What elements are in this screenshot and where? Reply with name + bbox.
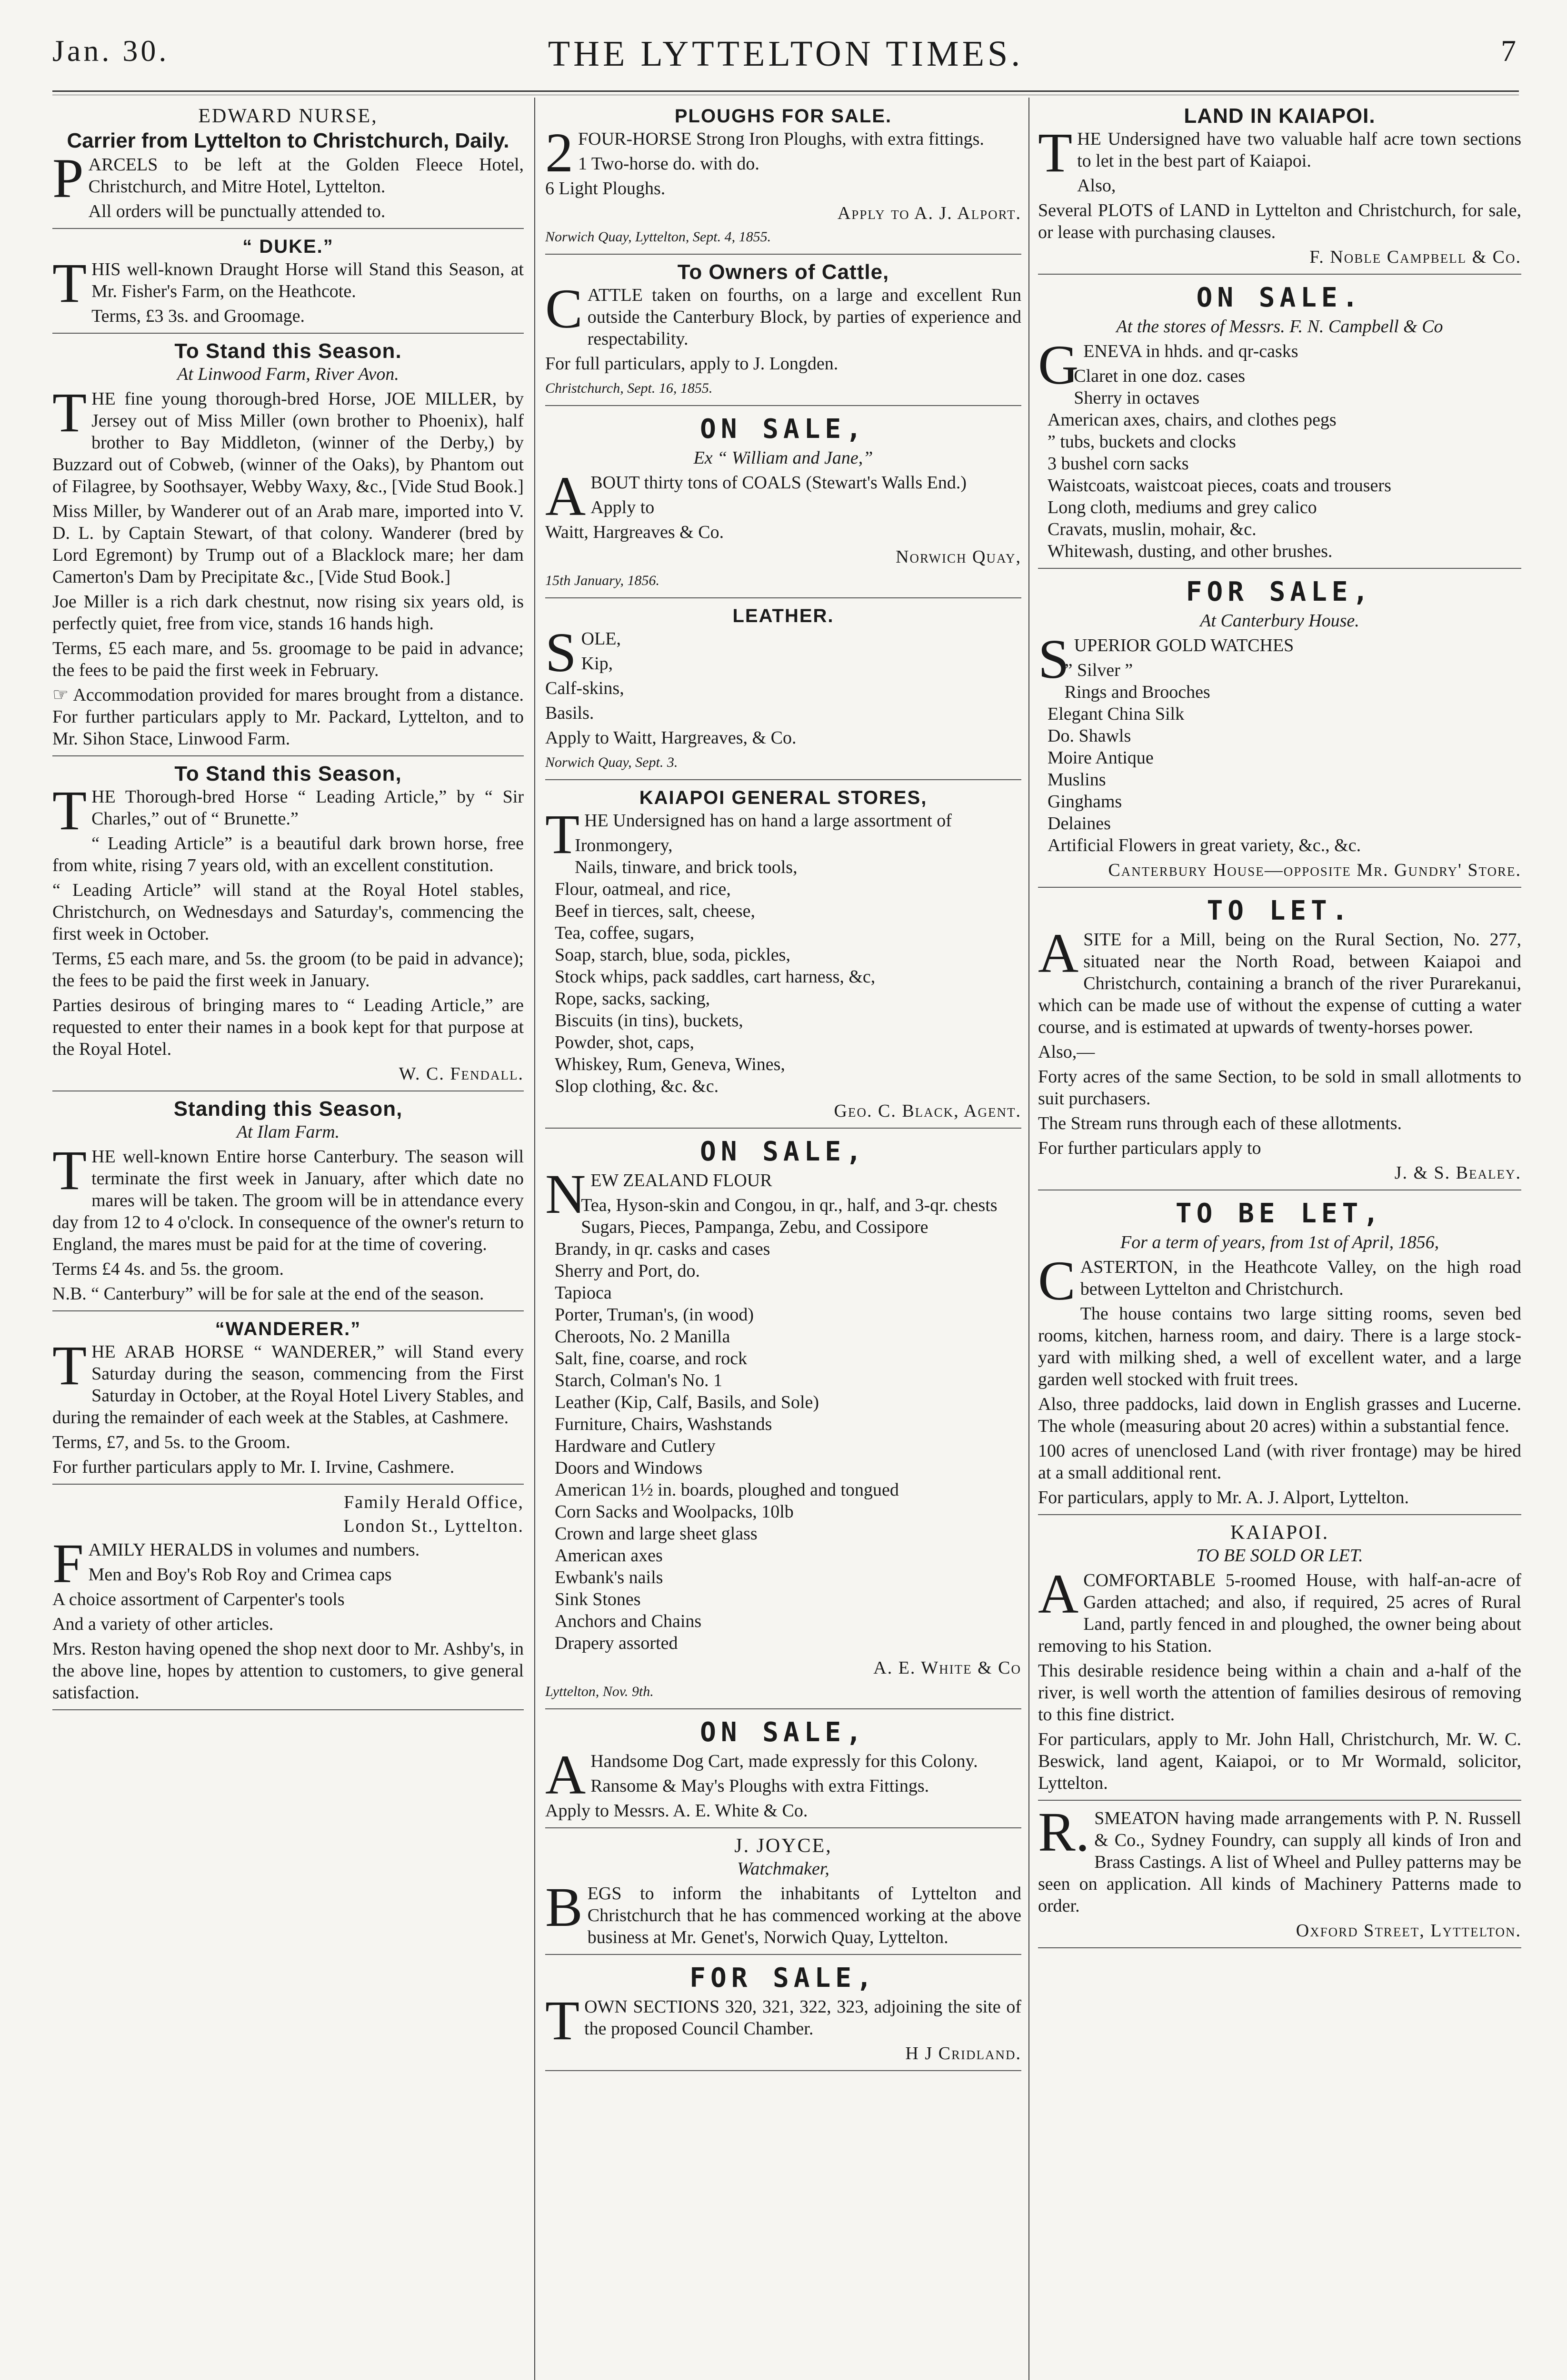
- ad-paragraph: The Stream runs through each of these allotments.: [1038, 1113, 1402, 1133]
- ad-signature: A. E. White & Co: [873, 1658, 1021, 1678]
- advertisement: [545, 1962, 1021, 2064]
- ad-subtitle: Watchmaker,: [737, 1859, 829, 1879]
- ad-paragraph: “ Leading Article” is a beautiful dark brown horse, free from white, rising 7 years old, with an excellent constitution.: [52, 833, 524, 875]
- ad-heading: “WANDERER.”: [215, 1319, 361, 1339]
- ad-list-item: Whitewash, dusting, and other brushes.: [1048, 541, 1333, 561]
- ad-list-item: Do. Shawls: [1048, 726, 1131, 746]
- ad-paragraph: 6 Light Ploughs.: [545, 178, 666, 198]
- ad-list-item: American 1½ in. boards, ploughed and tongued: [555, 1480, 899, 1500]
- ad-list-item: Porter, Truman's, (in wood): [555, 1305, 754, 1325]
- advertisement: [1038, 1197, 1521, 1508]
- ad-list-item: Sherry in octaves: [1074, 388, 1200, 408]
- ad-heading: ON SALE,: [700, 1717, 867, 1748]
- column-2: [545, 102, 1021, 2380]
- ad-separator: [545, 405, 1021, 406]
- ad-heading: ON SALE,: [700, 1136, 867, 1167]
- ad-paragraph: This desirable residence being within a chain and a-half of the river, is well worth the attention of families desirous of removing to this fine district.: [1038, 1661, 1521, 1725]
- ad-list-item: Slop clothing, &c. &c.: [555, 1076, 719, 1096]
- advertisement: [52, 105, 524, 222]
- ad-list-item: Cheroots, No. 2 Manilla: [555, 1327, 730, 1347]
- ad-separator: [545, 254, 1021, 255]
- ad-list-item: Salt, fine, coarse, and rock: [555, 1349, 748, 1368]
- ad-separator: [545, 597, 1021, 598]
- ad-subtitle: At Ilam Farm.: [236, 1122, 340, 1142]
- ad-dateline: Christchurch, Sept. 16, 1855.: [545, 380, 713, 396]
- ad-signature: H J Cridland.: [905, 2043, 1021, 2063]
- column-3: [1038, 102, 1521, 2380]
- column-divider: [534, 98, 535, 2380]
- ad-lead: Carrier from Lyttelton to Christchurch, Daily.: [67, 129, 509, 152]
- advertisement: [545, 1716, 1021, 1822]
- ad-paragraph: Apply to: [590, 497, 655, 517]
- ad-list-item: ” Silver ”: [1064, 660, 1133, 680]
- ad-signature: Apply to A. J. Alport.: [837, 203, 1021, 223]
- ad-heading: ON SALE,: [700, 414, 867, 445]
- ad-heading: FOR SALE,: [1186, 576, 1374, 607]
- ad-paragraph: All orders will be punctually attended to.: [88, 201, 386, 221]
- ad-paragraph: 2FOUR-HORSE Strong Iron Ploughs, with extra fittings.: [545, 121, 984, 184]
- ad-paragraph: ABOUT thirty tons of COALS (Stewart's Walls End.): [545, 465, 967, 527]
- ad-separator: [52, 1484, 524, 1485]
- ad-list-item: Ginghams: [1048, 792, 1122, 812]
- ad-paragraph: TOWN SECTIONS 320, 321, 322, 323, adjoining the site of the proposed Council Chamber.: [545, 1989, 1021, 2052]
- ad-paragraph: Miss Miller, by Wanderer out of an Arab mare, imported into V. D. L. by Captain Stewart, of that colony. Wanderer (bred by Lord Egremont) by Trump out of a Blacklock mare; her dam Camerton's Dam by Precipitate &c., [Vide Stud Book.]: [52, 501, 524, 587]
- advertisement: [545, 605, 1021, 774]
- ad-dateline: 15th January, 1856.: [545, 573, 659, 588]
- ad-signature: Norwich Quay,: [896, 547, 1021, 567]
- ad-list-item: Moire Antique: [1048, 748, 1154, 768]
- ad-paragraph: Terms £4 4s. and 5s. the groom.: [52, 1259, 284, 1279]
- ad-list-item: Powder, shot, caps,: [555, 1032, 694, 1052]
- ad-separator: [1038, 887, 1521, 888]
- ad-list-item: Nails, tinware, and brick tools,: [575, 857, 798, 877]
- ad-item-list: [545, 834, 1021, 1097]
- ad-list-item: ” tubs, buckets and clocks: [1048, 432, 1236, 452]
- ad-separator: [1038, 568, 1521, 569]
- ad-item-list: [1038, 365, 1521, 562]
- ad-list-item: Rope, sacks, sacking,: [555, 989, 710, 1009]
- ad-list-item: Tea, Hyson-skin and Congou, in qr., half, and 3-qr. chests: [581, 1195, 998, 1215]
- ad-signature: Canterbury House—opposite Mr. Gundry' Store.: [1108, 860, 1521, 880]
- ad-separator: [545, 1708, 1021, 1709]
- ad-list-item: Brandy, in qr. casks and cases: [555, 1239, 770, 1259]
- ad-separator: [52, 1709, 524, 1710]
- advertisement: [52, 763, 524, 1085]
- ad-paragraph: Calf-skins,: [545, 678, 624, 698]
- ad-list-item: Elegant China Silk: [1048, 704, 1185, 724]
- ad-heading: PLOUGHS FOR SALE.: [674, 106, 892, 127]
- ad-separator: [545, 1128, 1021, 1129]
- ad-heading: LAND IN KAIAPOI.: [1184, 104, 1376, 128]
- ad-paragraph: Terms, £7, and 5s. to the Groom.: [52, 1432, 290, 1452]
- ad-list-item: 3 bushel corn sacks: [1048, 454, 1189, 474]
- ad-list-item: Corn Sacks and Woolpacks, 10lb: [555, 1502, 794, 1522]
- ad-list-item: American axes, chairs, and clothes pegs: [1048, 410, 1337, 430]
- ad-list-item: Sink Stones: [555, 1589, 641, 1609]
- ad-paragraph: For further particulars apply to: [1038, 1138, 1261, 1158]
- ad-paragraph: ACOMFORTABLE 5-roomed House, with half-an-acre of Garden attached; and also, if required, 25 acres of Rural Land, partly fenced in and ploughed, the owner being about removing to his Station.: [1038, 1563, 1521, 1656]
- ad-heading: TO LET.: [1207, 895, 1353, 926]
- ad-heading: Standing this Season,: [173, 1097, 403, 1121]
- ad-separator: [545, 1827, 1021, 1828]
- ad-paragraph: Terms, £5 each mare, and 5s. groomage to be paid in advance; the fees to be paid the first week in February.: [52, 638, 524, 680]
- ad-paragraph: For particulars, apply to Mr. A. J. Alport, Lyttelton.: [1038, 1488, 1409, 1507]
- ad-paragraph: GENEVA in hhds. and qr-casks: [1038, 334, 1298, 396]
- ad-address-line: Family Herald Office,: [344, 1492, 524, 1512]
- ad-paragraph: Basils.: [545, 703, 594, 723]
- ad-paragraph: For particulars, apply to Mr. John Hall, Christchurch, Mr. W. C. Beswick, land agent, Kaiapoi, or to Mr Wormald, solicitor, Lyttelton.: [1038, 1729, 1521, 1793]
- ad-list-item: Muslins: [1048, 770, 1106, 790]
- advertisement: [1038, 575, 1521, 881]
- ad-paragraph: Ransome & May's Ploughs with extra Fittings.: [590, 1776, 929, 1796]
- ad-paragraph: The house contains two large sitting rooms, seven bed rooms, kitchen, harness room, and dairy. There is a large stock-yard with milking shed, a well of excellent water, and a large garden well stocked with fruit trees.: [1038, 1304, 1521, 1389]
- advertisement: [545, 261, 1021, 399]
- ad-paragraph: Mrs. Reston having opened the shop next door to Mr. Ashby's, in the above line, hopes by attention to customers, to give general satisfaction.: [52, 1639, 524, 1703]
- advertisement: [52, 1491, 524, 1704]
- ad-list-item: Biscuits (in tins), buckets,: [555, 1011, 743, 1031]
- ad-paragraph: Terms, £5 each mare, and 5s. the groom (to be paid in advance); the fees to be paid the first week in January.: [52, 949, 524, 991]
- ad-paragraph: Terms, £3 3s. and Groomage.: [91, 306, 305, 326]
- ad-list-item: Soap, starch, blue, soda, pickles,: [555, 945, 790, 965]
- ad-paragraph: THIS well-known Draught Horse will Stand this Season, at Mr. Fisher's Farm, on the Heathcote.: [52, 252, 524, 314]
- advertisement: [52, 1318, 524, 1478]
- ad-separator: [1038, 274, 1521, 275]
- ad-dateline: Norwich Quay, Lyttelton, Sept. 4, 1855.: [545, 229, 771, 245]
- ad-paragraph: Forty acres of the same Section, to be sold in small allotments to suit purchasers.: [1038, 1067, 1521, 1109]
- ad-list-item: Flour, oatmeal, and rice,: [555, 879, 731, 899]
- ad-list-item: Rings and Brooches: [1064, 682, 1210, 702]
- ad-dateline: Norwich Quay, Sept. 3.: [545, 754, 678, 770]
- ad-paragraph: Apply to Messrs. A. E. White & Co.: [545, 1801, 808, 1821]
- issue-date: Jan. 30.: [52, 34, 170, 68]
- ad-list-item: Artificial Flowers in great variety, &c., &c.: [1048, 835, 1361, 855]
- ad-heading: To Stand this Season.: [174, 339, 402, 363]
- advertisement: [545, 105, 1021, 248]
- ad-signature: Oxford Street, Lyttelton.: [1296, 1921, 1521, 1941]
- advertisement: [545, 1135, 1021, 1703]
- ad-paragraph: Men and Boy's Rob Roy and Crimea caps: [88, 1565, 392, 1585]
- ad-subtitle: Ex “ William and Jane,”: [693, 448, 873, 468]
- ad-separator: [1038, 1514, 1521, 1515]
- advertisement: [545, 413, 1021, 592]
- ad-paragraph: Also, three paddocks, laid down in English grasses and Lucerne. The whole (measuring about 20 acres) within a substantial fence.: [1038, 1394, 1521, 1436]
- ad-heading: KAIAPOI GENERAL STORES,: [639, 787, 928, 808]
- ad-separator: [1038, 1800, 1521, 1801]
- ad-list-item: Cravats, muslin, mohair, &c.: [1048, 519, 1257, 539]
- ad-paragraph: 100 acres of unenclosed Land (with river frontage) may be hired at a small additional rent.: [1038, 1441, 1521, 1483]
- ad-heading: J. JOYCE,: [734, 1835, 832, 1857]
- column-1: [52, 102, 524, 2380]
- ad-paragraph: BEGS to inform the inhabitants of Lyttelton and Christchurch that he has commenced working at the above business at Mr. Genet's, Norwich Quay, Lyttelton.: [545, 1876, 1021, 1947]
- ad-paragraph: SOLE,: [545, 621, 621, 684]
- advertisement: [1038, 894, 1521, 1184]
- ad-list-item: Long cloth, mediums and grey calico: [1048, 497, 1317, 517]
- ad-subtitle: At Canterbury House.: [1200, 611, 1359, 631]
- ad-heading: “ DUKE.”: [242, 236, 334, 257]
- ad-paragraph: CASTERTON, in the Heathcote Valley, on the high road between Lyttelton and Christchurch.: [1038, 1250, 1521, 1312]
- column-divider: [1028, 98, 1029, 2380]
- ad-paragraph: Parties desirous of bringing mares to “ Leading Article,” are requested to enter their names in a book kept for that purpose at the Royal Hotel.: [52, 995, 524, 1059]
- ad-signature: F. Noble Campbell & Co.: [1309, 247, 1521, 267]
- ad-paragraph: And a variety of other articles.: [52, 1614, 274, 1634]
- newspaper-title: THE LYTTELTON TIMES.: [548, 34, 1024, 74]
- ad-paragraph: Several PLOTS of LAND in Lyttelton and Christchurch, for sale, or lease with purchasing clauses.: [1038, 200, 1521, 242]
- ad-paragraph: THE Undersigned have two valuable half acre town sections to let in the best part of Kaiapoi.: [1038, 121, 1521, 184]
- ad-list-item: Waistcoats, waistcoat pieces, coats and trousers: [1048, 476, 1391, 496]
- ad-heading: KAIAPOI.: [1230, 1522, 1329, 1544]
- ad-paragraph: AHandsome Dog Cart, made expressly for this Colony.: [545, 1744, 978, 1806]
- ad-paragraph: R.SMEATON having made arrangements with P. N. Russell & Co., Sydney Foundry, can supply all kinds of Iron and Brass Castings. A list of Wheel and Pulley patterns may be seen on application. All kinds of Machinery Patterns made to order.: [1038, 1801, 1521, 1916]
- ad-paragraph: N.B. “ Canterbury” will be for sale at the end of the season.: [52, 1284, 484, 1304]
- ad-separator: [52, 228, 524, 229]
- ad-paragraph: THE ARAB HORSE “ WANDERER,” will Stand every Saturday during the season, commencing from the First Saturday in October, at the Royal Hotel Livery Stables, and during the remainder of each week at the Stables, at Cashmere.: [52, 1334, 524, 1428]
- ad-list-item: Anchors and Chains: [555, 1611, 702, 1631]
- ad-signature: W. C. Fendall.: [399, 1064, 524, 1084]
- ad-separator: [545, 2070, 1021, 2071]
- ad-paragraph: For full particulars, apply to J. Longden.: [545, 354, 838, 374]
- ad-item-list: [545, 1194, 1021, 1654]
- ad-list-item: Hardware and Cutlery: [555, 1436, 716, 1456]
- ad-list-item: Furniture, Chairs, Washstands: [555, 1414, 772, 1434]
- ad-paragraph: “ Leading Article” will stand at the Royal Hotel stables, Christchurch, on Wednesdays and Saturday's, commencing the first week in October.: [52, 880, 524, 944]
- ad-list-item: Leather (Kip, Calf, Basils, and Sole): [555, 1392, 819, 1412]
- ad-separator: [52, 333, 524, 334]
- advertisement: [545, 787, 1021, 1122]
- masthead-rule: [52, 90, 1519, 95]
- ad-address-line: London St., Lyttelton.: [343, 1516, 524, 1536]
- advertisement: [52, 1098, 524, 1305]
- ad-paragraph: SUPERIOR GOLD WATCHES: [1038, 628, 1294, 690]
- ad-paragraph: Apply to Waitt, Hargreaves, & Co.: [545, 728, 797, 748]
- ad-heading: FOR SALE,: [689, 1963, 877, 1993]
- ad-signature: J. & S. Bealey.: [1394, 1163, 1521, 1183]
- advertisement: [52, 236, 524, 327]
- ad-separator: [52, 755, 524, 756]
- ad-separator: [52, 1310, 524, 1311]
- ad-list-item: Stock whips, pack saddles, cart harness, &c,: [555, 967, 876, 987]
- ad-paragraph: For further particulars apply to Mr. I. Irvine, Cashmere.: [52, 1457, 455, 1477]
- ad-list-item: Ewbank's nails: [555, 1567, 663, 1587]
- ad-paragraph: Joe Miller is a rich dark chestnut, now rising six years old, is perfectly quiet, free from vice, stands 16 hands high.: [52, 592, 524, 634]
- ad-subtitle: For a term of years, from 1st of April, 1856,: [1120, 1232, 1439, 1252]
- ad-list-item: Ironmongery,: [575, 835, 673, 855]
- ad-paragraph: Also,: [1077, 176, 1116, 196]
- ad-separator: [1038, 1947, 1521, 1948]
- ad-heading: TO BE LET,: [1175, 1198, 1384, 1229]
- ad-paragraph: ASITE for a Mill, being on the Rural Section, No. 277, situated near the North Road, between Kaiapoi and Christchurch, containing a branch of the river Purarekanui, which can be made use of without the expense of cutting a water course, and is estimated at upwards of twenty-horses power.: [1038, 922, 1521, 1037]
- ad-list-item: Tapioca: [555, 1283, 612, 1303]
- ad-paragraph: THE Thorough-bred Horse “ Leading Article,” by “ Sir Charles,” out of “ Brunette.”: [52, 779, 524, 842]
- advertisement: [1038, 1801, 1521, 1942]
- ad-paragraph: THE well-known Entire horse Canterbury. The season will terminate the first week in January, after which date no mares will be taken. The groom will be in attendance every day from 12 to 4 o'clock. In consequence of the owner's return to England, the mares must be paid for at the time of covering.: [52, 1139, 524, 1254]
- advertisement: [52, 340, 524, 750]
- ad-list-item: Whiskey, Rum, Geneva, Wines,: [555, 1054, 785, 1074]
- ad-paragraph: NEW ZEALAND FLOUR: [545, 1163, 772, 1225]
- ad-paragraph: FAMILY HERALDS in volumes and numbers.: [52, 1532, 420, 1595]
- advertisement: [545, 1835, 1021, 1948]
- ad-paragraph: 1 Two-horse do. with do.: [578, 154, 759, 174]
- ad-list-item: Claret in one doz. cases: [1074, 366, 1246, 386]
- ad-heading: To Owners of Cattle,: [677, 260, 889, 284]
- ad-list-item: Doors and Windows: [555, 1458, 703, 1478]
- ad-list-item: Crown and large sheet glass: [555, 1524, 758, 1544]
- advertisement: [1038, 281, 1521, 562]
- page-number: 7: [1501, 34, 1519, 68]
- ad-paragraph: Waitt, Hargreaves & Co.: [545, 522, 724, 542]
- ad-paragraph: Kip,: [581, 654, 613, 674]
- ad-paragraph: PARCELS to be left at the Golden Fleece Hotel, Christchurch, and Mitre Hotel, Lyttelton.: [52, 147, 524, 209]
- ad-list-item: Starch, Colman's No. 1: [555, 1370, 722, 1390]
- ad-list-item: Delaines: [1048, 813, 1111, 833]
- ad-heading: LEATHER.: [732, 605, 834, 626]
- ad-separator: [545, 779, 1021, 780]
- ad-list-item: Sherry and Port, do.: [555, 1261, 700, 1281]
- ad-subtitle: At Linwood Farm, River Avon.: [177, 364, 399, 384]
- ad-list-item: Beef in tierces, salt, cheese,: [555, 901, 755, 921]
- ad-heading: To Stand this Season,: [174, 762, 402, 785]
- ad-subtitle: At the stores of Messrs. F. N. Campbell & Co: [1116, 317, 1443, 337]
- ad-dateline: Lyttelton, Nov. 9th.: [545, 1684, 654, 1699]
- advertisement: [1038, 1522, 1521, 1794]
- ad-heading: EDWARD NURSE,: [198, 105, 378, 127]
- ad-paragraph: THE fine young thorough-bred Horse, JOE MILLER, by Jersey out of Miss Miller (own brother to Phoenix), half brother to Bay Middleton, (winner of the Derby,) by Buzzard out of Cobweb, (winner of the Oaks), by Phantom out of Filagree, by Soothsayer, Webby Waxy, &c., [Vide Stud Book.]: [52, 381, 524, 496]
- ad-signature: Geo. C. Black, Agent.: [834, 1101, 1021, 1121]
- ad-heading: ON SALE.: [1196, 282, 1363, 313]
- ad-list-item: American axes: [555, 1546, 663, 1566]
- ad-list-item: Tea, coffee, sugars,: [555, 923, 695, 943]
- ad-paragraph: Also,—: [1038, 1042, 1095, 1062]
- masthead: [52, 33, 1519, 86]
- ad-paragraph: A choice assortment of Carpenter's tools: [52, 1589, 345, 1609]
- ad-paragraph: THE Undersigned has on hand a large assortment of: [545, 803, 952, 865]
- ad-list-item: Drapery assorted: [555, 1633, 678, 1653]
- ad-list-item: Sugars, Pieces, Pampanga, Zebu, and Cossipore: [581, 1217, 928, 1237]
- ad-subtitle: TO BE SOLD OR LET.: [1196, 1546, 1363, 1566]
- advertisement: [1038, 105, 1521, 268]
- ad-item-list: [1038, 659, 1521, 856]
- ad-separator: [545, 1954, 1021, 1955]
- ad-paragraph: ☞ Accommodation provided for mares brought from a distance. For further particulars apply to Mr. Packard, Lyttelton, and to Mr. Sihon Stace, Linwood Farm.: [52, 685, 524, 749]
- ad-paragraph: CATTLE taken on fourths, on a large and excellent Run outside the Canterbury Block, by parties of experience and respectability.: [545, 278, 1021, 349]
